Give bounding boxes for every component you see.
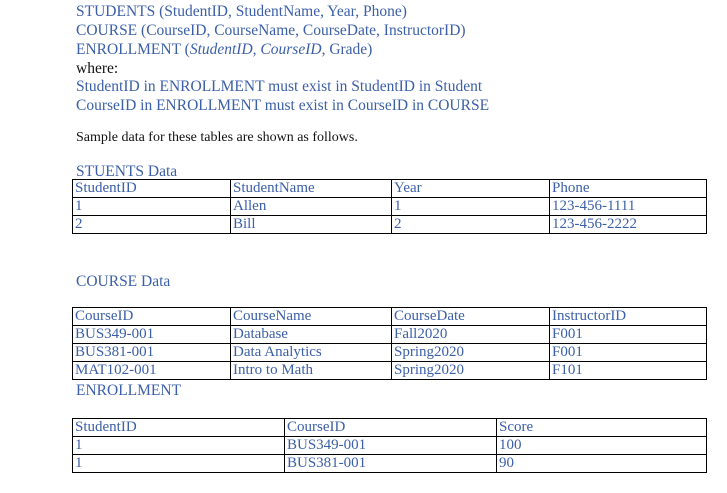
table-cell: MAT102-001 [73,362,231,380]
enrollment-table [72,418,707,473]
table-row [73,437,707,455]
table-row [73,344,707,362]
table-cell: 1 [392,198,550,216]
table-cell: 90 [497,455,707,473]
schema-course: COURSE (CourseID, CourseName, CourseDate, InstructorID) [76,22,466,39]
header-cell: InstructorID [550,308,707,326]
table-row [73,216,707,234]
header-cell: Phone [550,180,707,198]
header-cell: CourseID [73,308,231,326]
header-cell: StudentID [73,419,285,437]
table-header-row [73,308,707,326]
table-cell: BUS381-001 [285,455,497,473]
table-cell: Database [231,326,392,344]
where-label: where: [76,60,119,77]
header-cell: CourseID [285,419,497,437]
header-cell: StudentID [73,180,231,198]
table-cell: Fall2020 [392,326,550,344]
table-cell: 1 [73,455,285,473]
sample-intro: Sample data for these tables are shown as follows. [76,130,358,145]
table-cell: 1 [73,437,285,455]
table-cell: BUS349-001 [73,326,231,344]
header-cell: CourseDate [392,308,550,326]
constraint-student: StudentID in ENROLLMENT must exist in StudentID in Student [76,78,483,95]
table-cell: Allen [231,198,392,216]
table-cell: BUS349-001 [285,437,497,455]
table-cell: Data Analytics [231,344,392,362]
table-cell: F001 [550,326,707,344]
header-cell: StudentName [231,180,392,198]
table-cell: F001 [550,344,707,362]
schema-enrollment-prefix: ENROLLMENT ( [76,41,190,58]
table-row [73,198,707,216]
table-header-row [73,180,707,198]
schema-enrollment-keys: StudentID, CourseID [189,41,322,58]
table-cell: BUS381-001 [73,344,231,362]
table-cell: 2 [73,216,231,234]
header-cell: Score [497,419,707,437]
schema-enrollment-suffix: , Grade) [321,41,373,58]
table-row [73,362,707,380]
course-table [72,307,707,380]
table-cell: 1 [73,198,231,216]
constraint-course: CourseID in ENROLLMENT must exist in CourseID in COURSE [76,97,490,114]
header-cell: Year [392,180,550,198]
table-row [73,455,707,473]
students-table-title: STUENTS Data [76,163,178,180]
table-cell: Bill [231,216,392,234]
table-cell: 123-456-1111 [550,198,707,216]
table-cell: 2 [392,216,550,234]
table-cell: 123-456-2222 [550,216,707,234]
table-cell: F101 [550,362,707,380]
schema-students: STUDENTS (StudentID, StudentName, Year, Phone) [76,3,407,20]
students-table [72,179,707,234]
course-table-title: COURSE Data [76,273,171,290]
header-cell: CourseName [231,308,392,326]
table-cell: Spring2020 [392,362,550,380]
table-cell: Intro to Math [231,362,392,380]
table-header-row [73,419,707,437]
table-cell: 100 [497,437,707,455]
table-cell: Spring2020 [392,344,550,362]
enrollment-table-title: ENROLLMENT [76,382,182,399]
schema-enrollment [76,40,372,59]
table-row [73,326,707,344]
